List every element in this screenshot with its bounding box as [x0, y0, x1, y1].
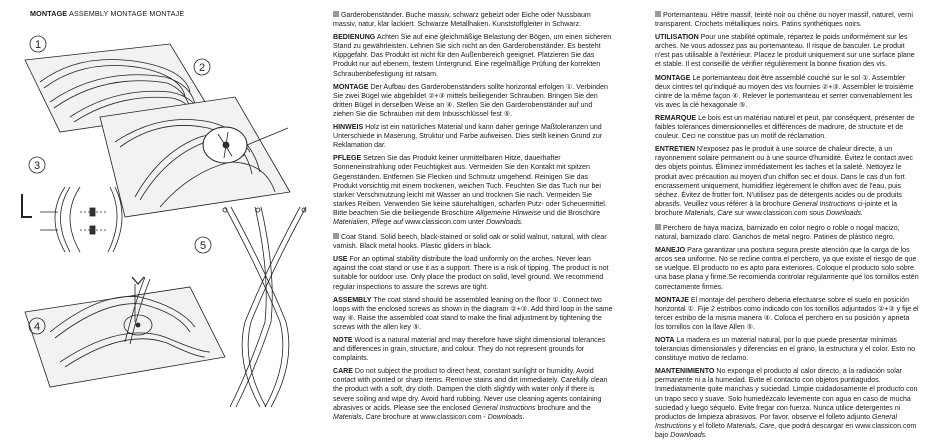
step-4-number: 4 [33, 321, 41, 333]
french-intro: Portemanteau. Hêtre massif, teinté noir ou chêne ou noyer massif, naturel, verni transparent. Crochets métalliques noirs. Patins synthétiques noirs. [655, 12, 913, 29]
step-5-number: 5 [199, 240, 207, 252]
step-5-figure [223, 207, 306, 407]
german-benutzung-heading: BEDIENUNG [333, 34, 376, 42]
french-remarque-heading: REMARQUE [655, 114, 697, 122]
spanish-mant-end: que podrá descargar en www.classicon.com bajo [655, 422, 917, 439]
german-pflege-mid: und die Broschüre [541, 209, 601, 217]
english-assembly-heading: ASSEMBLY [333, 296, 372, 304]
header-title-rest: ASSEMBLY MONTAGE MONTAJE [67, 9, 185, 18]
german-pflege-italic-1: Allgemeine Hinweise [475, 209, 542, 217]
column-french-spanish [655, 11, 919, 444]
spanish-mant-heading: MANTENIMIENTO [655, 368, 715, 376]
spanish-mant-italic-3: Downloads. [670, 431, 708, 439]
french-entretien-mid: ci-jointe et la brochure [655, 200, 898, 217]
assembly-illustrations [20, 22, 320, 417]
german-montage-text: Der Aufbau des Garderobenständers sollte horizontal erfolgen ①. Verbinden Sie zwei Bügel wie abgebildet ②+③ mittels beiliegender Schrauben. Bringen Sie den dritten Bügel in derselben Weise an ④. Stellen Sie den Garderobenständer auf und ziehen Sie die Schrauben mit dem Inbusschlüssel fest ⑤. [333, 83, 608, 118]
german-pflege-heading: PFLEGE [333, 155, 362, 163]
french-entretien-end: sur www.classicon.com sous [732, 209, 827, 217]
english-care-heading: CARE [333, 368, 353, 376]
german-pflege-italic-2: Materialien, Pflege auf [333, 218, 404, 226]
spanish-montaje-text: El montaje del perchero deberia efectuarse sobre el suelo en posición horizontal ①. Fije 2 estribos como indicado con los tornillos adjuntados ②+③ y fije el tercer estribo de la misma manera ④. Coloca el perchero en su posición y aprieta los tornillos con la llave Allen ⑤. [655, 296, 919, 331]
spanish-section [655, 224, 919, 440]
square-bullet-icon [655, 224, 661, 230]
spanish-manejo-heading: MANEJO [655, 247, 686, 255]
french-remarque-text: Le bois est un matériau naturel et peut, par conséquent, présenter de faibles tolérances dimensionnelles et différences de madrure, de structure et de couleur. Ceci ne constitue pas un motif de réclamation. [655, 114, 915, 141]
spanish-mant-text: No exponga el producto al calor directo, a la radiación solar permanente ni a la humedad. Evite el contacto con objetos puntiagudos. Inmediatamente quite manchas y suciedad. Limpie cuidadosamente el producto con un trapo seco y suave. Solo humedézcalo levemente con agua en caso de mucha suciedad y luego séquelo. Evite fregar con fuerza. Nunca utilice detergentes ni productos de limpieza abrasivos. Por favor, observe el folleto adjunto [655, 368, 918, 421]
french-section [655, 11, 919, 218]
english-care-mid: brochure and the [535, 404, 591, 412]
english-note-text: Wood is a natural material and may therefore have slight dimensional tolerances and differences in grain, structure, and colour. They do not represent grounds for complaints. [333, 337, 606, 363]
english-assembly-text: The coat stand should be assembled leaning on the floor ①. Connect two loops with the enclosed screws as shown in the diagram ②+③. Add third loop in the same way ④. Raise the assembled coat stand to make the final adjustment by tightening the screws with the allen key ⑤. [333, 296, 613, 331]
german-montage-heading: MONTAGE [333, 83, 369, 91]
square-bullet-icon [655, 11, 661, 17]
english-care-text: Do not subject the product to direct heat, constant sunlight or humidity. Avoid contact with pointed or sharp items. Remove stains and dirt immediately. Carefully clean the product with a soft, dry cloth. Dampen the cloth slightly with water only if there is severe soiling and wipe dry. Avoid hard rubbing. Never use cleaning agents containing abrasives or acids. Please see the enclosed [333, 368, 608, 412]
french-util-text: Pour une stabilité optimale, répartez le poids uniformément sur les arches. Ne vous adossez pas au portemanteau. Il risque de basculer. Le produit n'est pas utilisable à l'extérieur. Placez le produit uniquement sur une surface plane et stable. Il est conseillé de vérifier régulièrement la bonne fixation des vis. [655, 34, 915, 69]
french-entretien-italic-2: Materials, Care [684, 209, 733, 217]
spanish-nota-heading: NOTA [655, 337, 675, 344]
english-care-italic-3: Downloads. [487, 413, 525, 421]
spanish-montaje-heading: MONTAJE [655, 296, 689, 304]
column-german-english [333, 11, 613, 426]
step-1-number: 1 [34, 39, 42, 51]
german-hinweis-text: Holz ist ein natürliches Material und kann daher geringe Maßtoleranzen und Unterschiede in Maserung, Struktur und Farbe aufweisen. Dies stellt keinen Grund zur Reklamation dar. [333, 124, 603, 150]
english-care-italic-1: General Instructions [472, 404, 536, 412]
square-bullet-icon [333, 11, 339, 17]
spanish-manejo-text: Para garantizar una postura segura preste atención que la carga de los arcos sea uniforme. No se recline contra el perchero, ya que existe el riesgo de que se vuelque. El producto no es apto para exteriores. Coloque el producto solo sobre una base plana y firme.Se recomienda controlar regularmente que los tornillos estén correctamente firmes. [655, 247, 919, 291]
german-pflege-italic-3: Downloads. [486, 218, 523, 226]
step-3-number: 3 [33, 160, 41, 172]
french-montage-text: Le portemanteau doit être assemblé couché sur le sol ①. Assembler deux cintres tel qu'indiqué au moyen des vis fournies ②+③. Assembler le troisième cintre de la même façon ④. Relever le portemanteau et serrer convenablement les vis avec la clé hexagonale ⑤. [655, 74, 914, 109]
french-util-heading: UTILISATION [655, 34, 699, 42]
german-hinweis-heading: HINWEIS [333, 124, 364, 132]
page-header [30, 9, 184, 18]
square-bullet-icon [333, 233, 339, 239]
step-2-figure [100, 97, 290, 217]
step-4-figure [25, 277, 225, 387]
english-section [333, 233, 613, 422]
german-benutzung-text: Achten Sie auf eine gleichmäßige Belastung der Bögen, um einen sicheren Stand zu gewährleisten. Lehnen Sie sich nicht an den Garderobenständer. Es besteht Kippgefahr. Das Produkt ist nicht für den Außenbereich geeignet. Platzieren Sie das Produkt nur auf ebenem, festem Untergrund. Eine regelmäßige Prüfung der korrekten Schraubenbefestigung ist ratsam. [333, 34, 612, 78]
french-entretien-italic-3: Downloads. [826, 209, 863, 217]
step-2-number: 2 [198, 62, 206, 74]
german-pflege-text: Setzen Sie das Produkt keiner unmittelbaren Hitze, dauerhafter Sonneneinstrahlung oder Feuchtigkeit aus. Vermeiden Sie den Kontakt mit spitzen Gegenständen. Entfernen Sie Flecken und Schmutz umgehend. Reinigen Sie das Produkt vorsichtig mit einem trockenen, weichen Tuch. Feuchten Sie das Tuch nur bei starker Verschmutzung leicht mit Wasser an und trocknen Sie nach. Vermeiden Sie starkes Reiben. Verwenden Sie keine säurehaltigen, scharfen Putz- oder Scheuermittel. Bitte beachten Sie die beiliegende Broschüre [333, 155, 607, 217]
french-entretien-text: N'exposez pas le produit à une source de chaleur directe, à un rayonnement solaire permanent ou à une source d'humidité. Évitez le contact avec des objets pointus. Éliminez immédiatement les taches et la saleté. Nettoyez le produit avec précaution au moyen d'un chiffon sec et doux. Dans le cas d'un fort encrassement uniquement, humidifiez légèrement le chiffon avec de l'eau, puis séchez. Évitez de frotter fort. N'utilisez pas de détergents acides ou de produits abrasifs. Veuillez vous référer à la brochure [655, 146, 913, 208]
spanish-mant-italic-2: Materials, Care, [726, 422, 777, 430]
english-note-heading: NOTE [333, 337, 353, 344]
spanish-mant-italic-1: General Instructions [655, 413, 898, 430]
header-title-bold: MONTAGE [30, 9, 68, 18]
english-care-end: brochure at www.classicon.com - [380, 413, 488, 421]
english-intro: Coat Stand. Solid beech, black-stained or solid oak or solid walnut, natural, with clear varnish. Black metal hooks. Plastic gliders in black. [333, 234, 607, 251]
english-use-text: For an optimal stability distribute the load uniformly on the arches. Never lean against the coat stand or use it as a support. There is a risk of tipping. The product is not suitable for outdoor use. Only place the product on solid, level ground. We recommend regular inspections to assure the screws are tight. [333, 256, 609, 291]
spanish-mant-mid: y el folleto [691, 422, 727, 430]
french-entretien-heading: ENTRETIEN [655, 146, 695, 154]
step-3-figure [22, 187, 122, 252]
english-care-italic-2: Materials, Care [333, 413, 381, 421]
spanish-intro: Perchero de haya maciza, barnizado en color negro o roble o nogal macizo, natural, barnizado claro. Ganchos de metal negro. Patines de plástico negro. [655, 224, 900, 242]
german-pflege-end: www.classicon.com unter [403, 218, 487, 226]
german-intro: Garderobenständer. Buche massiv, schwarz gebeizt oder Eiche oder Nussbaum massiv, natur, klar lackiert. Schwarze Metallhaken. Kunststoffgleiter in Schwarz. [333, 12, 591, 29]
french-entretien-italic-1: General Instructions [792, 200, 856, 208]
spanish-nota-text: La madera es un material natural, por lo que puede presentar mínimas tolerancias dimensionales y diferencias en el grano, la estructura y el color. Esto no constituye motivo de reclamo. [655, 337, 916, 363]
english-use-heading: USE [333, 256, 348, 264]
german-section [333, 11, 613, 227]
french-montage-heading: MONTAGE [655, 74, 691, 82]
